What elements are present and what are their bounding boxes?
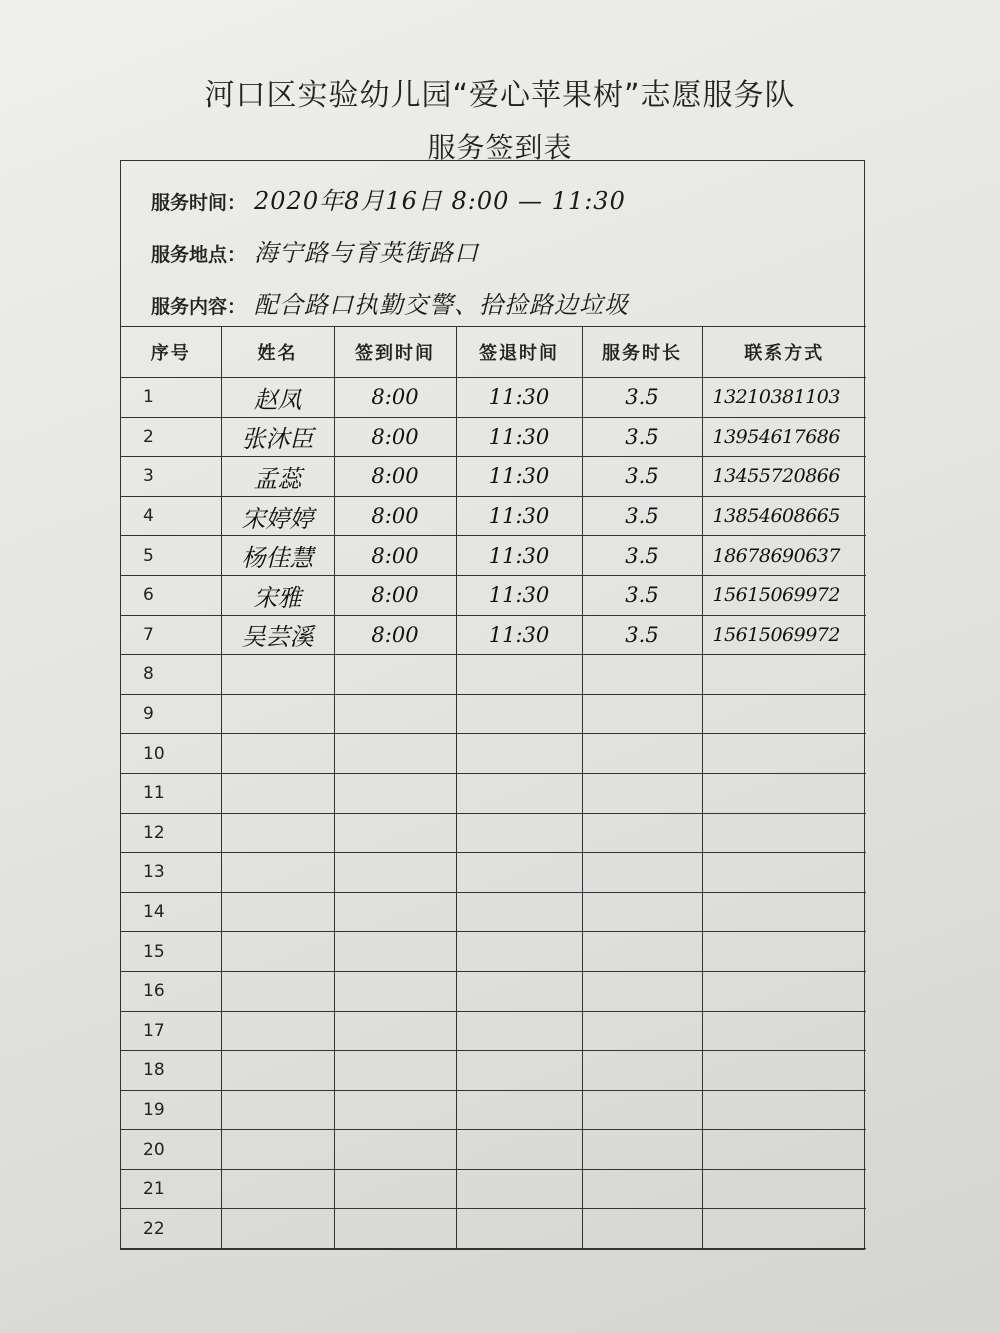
- sign-out-time-cell: [456, 892, 582, 932]
- row-number-cell: 16: [121, 971, 221, 1011]
- row-number-cell: 12: [121, 813, 221, 853]
- sign-in-time-cell: 8:00: [334, 417, 456, 457]
- sign-in-form: [120, 160, 865, 1250]
- sign-in-time-cell: 8:00: [334, 575, 456, 615]
- row-number-cell: 17: [121, 1011, 221, 1051]
- sign-out-time-cell: [456, 971, 582, 1011]
- table-header-row: [121, 327, 866, 378]
- service-hours-cell: 3.5: [582, 496, 702, 536]
- service-hours-cell: [582, 853, 702, 893]
- name-cell: 吴芸溪: [221, 615, 334, 655]
- name-cell: [221, 932, 334, 972]
- contact-cell: [702, 932, 866, 972]
- contact-cell: [702, 971, 866, 1011]
- row-number-cell: 2: [121, 417, 221, 457]
- row-number-cell: 10: [121, 734, 221, 774]
- name-cell: [221, 971, 334, 1011]
- contact-cell: [702, 1169, 866, 1209]
- sign-out-time-cell: [456, 813, 582, 853]
- service-hours-cell: [582, 892, 702, 932]
- service-time-value: 2020年8月16日 8:00 — 11:30: [254, 187, 626, 215]
- row-number-cell: 18: [121, 1051, 221, 1091]
- row-number-cell: 5: [121, 536, 221, 576]
- service-hours-cell: [582, 813, 702, 853]
- sign-in-time-cell: [334, 773, 456, 813]
- sign-out-time-cell: 11:30: [456, 417, 582, 457]
- sign-in-table: [121, 326, 866, 1249]
- service-hours-cell: [582, 773, 702, 813]
- name-cell: 张沐臣: [221, 417, 334, 457]
- service-time-row: [151, 181, 626, 216]
- row-number-cell: 3: [121, 457, 221, 497]
- sign-out-time-cell: [456, 655, 582, 695]
- service-hours-cell: [582, 1209, 702, 1249]
- name-cell: 宋婷婷: [221, 496, 334, 536]
- sign-in-time-cell: [334, 853, 456, 893]
- sign-out-time-cell: 11:30: [456, 378, 582, 418]
- sign-out-time-cell: [456, 1090, 582, 1130]
- sign-in-time-cell: [334, 971, 456, 1011]
- row-number-cell: 1: [121, 378, 221, 418]
- service-hours-cell: 3.5: [582, 615, 702, 655]
- table-row: [121, 892, 866, 932]
- row-number-cell: 9: [121, 694, 221, 734]
- service-hours-cell: [582, 1051, 702, 1091]
- contact-cell: [702, 734, 866, 774]
- contact-cell: [702, 655, 866, 695]
- column-header-name: 姓名: [221, 327, 334, 378]
- column-header-sign-in: 签到时间: [334, 327, 456, 378]
- sign-in-time-cell: 8:00: [334, 615, 456, 655]
- sign-out-time-cell: 11:30: [456, 457, 582, 497]
- name-cell: [221, 813, 334, 853]
- contact-cell: 13954617686: [702, 417, 866, 457]
- table-row: [121, 536, 866, 576]
- row-number-cell: 11: [121, 773, 221, 813]
- column-header-sign-out: 签退时间: [456, 327, 582, 378]
- sign-out-time-cell: 11:30: [456, 496, 582, 536]
- table-row: [121, 694, 866, 734]
- column-header-hours: 服务时长: [582, 327, 702, 378]
- name-cell: [221, 1169, 334, 1209]
- column-header-no: 序号: [121, 327, 221, 378]
- row-number-cell: 20: [121, 1130, 221, 1170]
- sign-out-time-cell: [456, 853, 582, 893]
- sign-in-time-cell: 8:00: [334, 378, 456, 418]
- table-row: [121, 971, 866, 1011]
- name-cell: 赵凤: [221, 378, 334, 418]
- contact-cell: [702, 694, 866, 734]
- sign-out-time-cell: 11:30: [456, 536, 582, 576]
- service-hours-cell: [582, 1090, 702, 1130]
- service-content-label: 服务内容：: [151, 296, 247, 318]
- row-number-cell: 15: [121, 932, 221, 972]
- table-row: [121, 1209, 866, 1249]
- service-hours-cell: [582, 734, 702, 774]
- table-row: [121, 813, 866, 853]
- row-number-cell: 13: [121, 853, 221, 893]
- sign-in-time-cell: [334, 1090, 456, 1130]
- service-hours-cell: 3.5: [582, 575, 702, 615]
- sign-in-time-cell: [334, 734, 456, 774]
- row-number-cell: 6: [121, 575, 221, 615]
- sign-in-time-cell: 8:00: [334, 496, 456, 536]
- table-row: [121, 655, 866, 695]
- name-cell: [221, 892, 334, 932]
- service-hours-cell: [582, 1169, 702, 1209]
- sign-out-time-cell: [456, 1169, 582, 1209]
- sign-in-time-cell: [334, 932, 456, 972]
- sign-in-time-cell: [334, 655, 456, 695]
- service-place-value: 海宁路与育英街路口: [254, 239, 480, 267]
- contact-cell: 15615069972: [702, 615, 866, 655]
- name-cell: [221, 773, 334, 813]
- sign-out-time-cell: [456, 1209, 582, 1249]
- service-hours-cell: [582, 932, 702, 972]
- contact-cell: [702, 773, 866, 813]
- name-cell: [221, 655, 334, 695]
- row-number-cell: 7: [121, 615, 221, 655]
- name-cell: [221, 853, 334, 893]
- contact-cell: [702, 1051, 866, 1091]
- name-cell: [221, 694, 334, 734]
- sign-out-time-cell: [456, 694, 582, 734]
- row-number-cell: 21: [121, 1169, 221, 1209]
- sign-in-time-cell: 8:00: [334, 536, 456, 576]
- sign-out-time-cell: [456, 1011, 582, 1051]
- service-content-value: 配合路口执勤交警、拾捡路边垃圾: [254, 291, 630, 319]
- contact-cell: 13854608665: [702, 496, 866, 536]
- sign-in-time-cell: [334, 813, 456, 853]
- sign-out-time-cell: [456, 932, 582, 972]
- table-row: [121, 1011, 866, 1051]
- sign-out-time-cell: [456, 1130, 582, 1170]
- table-row: [121, 417, 866, 457]
- table-row: [121, 1169, 866, 1209]
- form-title: 河口区实验幼儿园“爱心苹果树”志愿服务队: [204, 78, 796, 113]
- name-cell: 宋雅: [221, 575, 334, 615]
- row-number-cell: 8: [121, 655, 221, 695]
- service-hours-cell: [582, 1130, 702, 1170]
- name-cell: [221, 1209, 334, 1249]
- service-hours-cell: 3.5: [582, 378, 702, 418]
- contact-cell: [702, 1130, 866, 1170]
- sign-in-time-cell: [334, 694, 456, 734]
- contact-cell: [702, 1209, 866, 1249]
- table-row: [121, 1090, 866, 1130]
- table-row: [121, 378, 866, 418]
- table-row: [121, 575, 866, 615]
- sign-in-time-cell: [334, 1209, 456, 1249]
- sign-in-time-cell: [334, 1130, 456, 1170]
- sign-in-time-cell: [334, 1051, 456, 1091]
- service-hours-cell: 3.5: [582, 536, 702, 576]
- column-header-contact: 联系方式: [702, 327, 866, 378]
- service-place-row: [151, 233, 479, 268]
- service-hours-cell: [582, 971, 702, 1011]
- sign-out-time-cell: 11:30: [456, 615, 582, 655]
- name-cell: 杨佳慧: [221, 536, 334, 576]
- table-row: [121, 853, 866, 893]
- sign-out-time-cell: 11:30: [456, 575, 582, 615]
- sign-out-time-cell: [456, 773, 582, 813]
- row-number-cell: 14: [121, 892, 221, 932]
- table-row: [121, 734, 866, 774]
- table-row: [121, 496, 866, 536]
- contact-cell: 15615069972: [702, 575, 866, 615]
- sign-out-time-cell: [456, 734, 582, 774]
- contact-cell: [702, 1090, 866, 1130]
- contact-cell: [702, 892, 866, 932]
- contact-cell: [702, 1011, 866, 1051]
- table-row: [121, 932, 866, 972]
- contact-cell: 13210381103: [702, 378, 866, 418]
- form-subtitle: 服务签到表: [427, 131, 573, 164]
- contact-cell: 18678690637: [702, 536, 866, 576]
- contact-cell: [702, 813, 866, 853]
- row-number-cell: 19: [121, 1090, 221, 1130]
- service-hours-cell: [582, 1011, 702, 1051]
- sign-in-time-cell: 8:00: [334, 457, 456, 497]
- service-time-label: 服务时间：: [151, 192, 247, 214]
- name-cell: [221, 1011, 334, 1051]
- row-number-cell: 4: [121, 496, 221, 536]
- name-cell: [221, 1130, 334, 1170]
- service-hours-cell: 3.5: [582, 457, 702, 497]
- table-row: [121, 615, 866, 655]
- service-content-row: [151, 285, 629, 320]
- name-cell: [221, 734, 334, 774]
- table-row: [121, 1130, 866, 1170]
- sign-in-time-cell: [334, 1169, 456, 1209]
- service-place-label: 服务地点：: [151, 244, 247, 266]
- table-row: [121, 457, 866, 497]
- service-hours-cell: 3.5: [582, 417, 702, 457]
- name-cell: 孟蕊: [221, 457, 334, 497]
- name-cell: [221, 1090, 334, 1130]
- sign-in-time-cell: [334, 1011, 456, 1051]
- service-hours-cell: [582, 655, 702, 695]
- service-hours-cell: [582, 694, 702, 734]
- sign-out-time-cell: [456, 1051, 582, 1091]
- sign-in-time-cell: [334, 892, 456, 932]
- contact-cell: 13455720866: [702, 457, 866, 497]
- row-number-cell: 22: [121, 1209, 221, 1249]
- name-cell: [221, 1051, 334, 1091]
- contact-cell: [702, 853, 866, 893]
- table-row: [121, 1051, 866, 1091]
- table-row: [121, 773, 866, 813]
